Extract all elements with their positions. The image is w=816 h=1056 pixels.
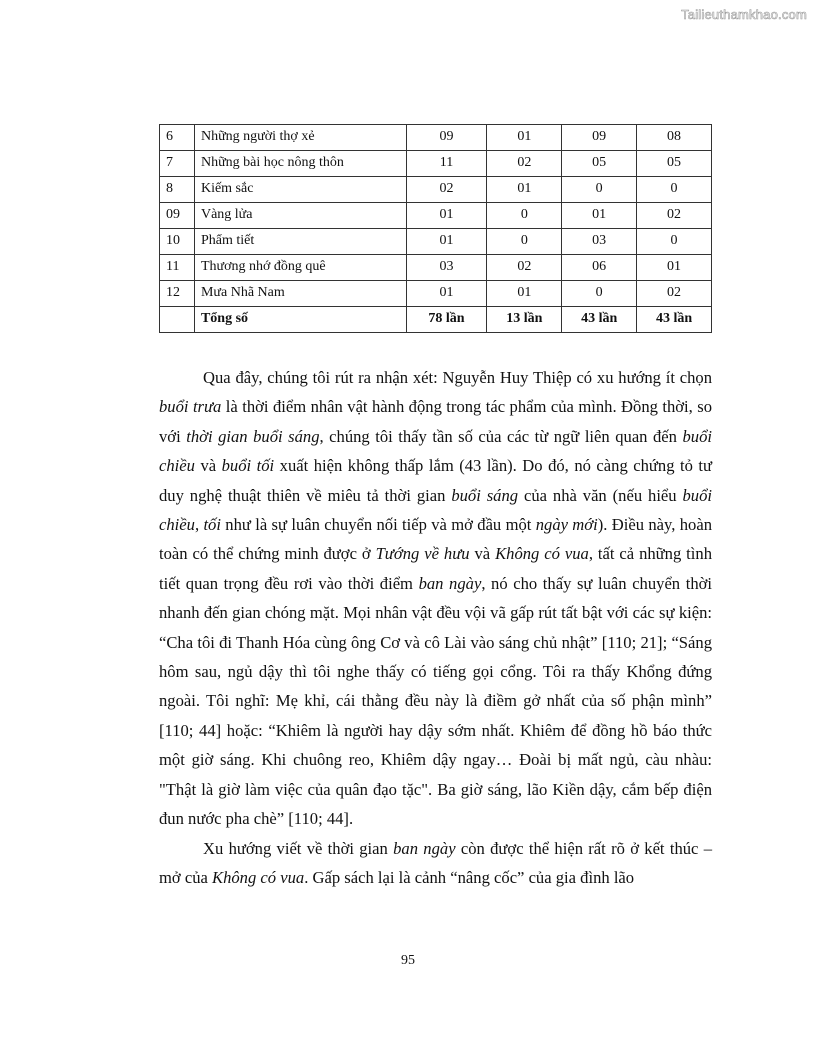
table-row bbox=[160, 203, 712, 229]
count-cell: 0 bbox=[562, 281, 637, 307]
total-label: Tổng số bbox=[194, 307, 406, 333]
total-cell: 43 lần bbox=[562, 307, 637, 333]
count-cell: 0 bbox=[487, 203, 562, 229]
count-cell: 01 bbox=[562, 203, 637, 229]
table-row bbox=[160, 229, 712, 255]
italic-run: Tướng về hưu bbox=[375, 544, 470, 564]
paragraph: Qua đây, chúng tôi rút ra nhận xét: Nguyễn Huy Thiệp có xu hướng ít chọn buổi trưa là thời điểm nhân vật hành động trong tác phẩm của mình. Đồng thời, so với thời gian buổi sáng, chúng tôi thấy tần số của các từ ngữ liên quan đến buổi chiều và buổi tối xuất hiện không thấp lắm (43 lần). Do đó, nó càng chứng tỏ tư duy nghệ thuật thiên về miêu tả thời gian buổi sáng của nhà văn (nếu hiểu buổi chiều, tối như là sự luân chuyển nối tiếp và mở đầu một ngày mới). Điều này, hoàn toàn có thể chứng minh được ở Tướng về hưu và Không có vua, tất cả những tình tiết quan trọng đều rơi vào thời điểm ban ngày, nó cho thấy sự luân chuyển thời nhanh đến gian chóng mặt. Mọi nhân vật đều vội vã gấp rút tất bật với các sự kiện: “Cha tôi đi Thanh Hóa cùng ông Cơ và cô Lài vào sáng chủ nhật” [110; 21]; “Sáng hôm sau, ngủ dậy thì tôi nghe thấy có tiếng gọi cổng. Tôi ra thấy Khổng đứng ngoài. Tôi nghĩ: Mẹ khỉ, cái thằng đều này là điềm gở nhất của số phận mình” [110; 44] hoặc: “Khiêm là người hay dậy sớm nhất. Khiêm để đồng hồ báo thức một giờ sáng. Khi chuông reo, Khiêm dậy ngay… Đoài bị mất ngủ, càu nhàu: "Thật là giờ làm việc của quân đạo tặc". Ba giờ sáng, lão Kiền dậy, cắm bếp điện đun nước pha chè” [110; 44]. bbox=[159, 368, 713, 829]
page-number: 95 bbox=[401, 953, 415, 968]
table-row bbox=[160, 177, 712, 203]
italic-run: buổi tối bbox=[221, 456, 275, 476]
count-cell: 02 bbox=[637, 281, 712, 307]
italic-run: ban ngày bbox=[418, 573, 482, 593]
count-cell: 02 bbox=[637, 203, 712, 229]
count-cell: 01 bbox=[487, 177, 562, 203]
paragraph: Xu hướng viết về thời gian ban ngày còn được thể hiện rất rõ ở kết thúc – mở của Không có vua. Gấp sách lại là cảnh “nâng cốc” của gia đình lão bbox=[159, 838, 713, 887]
count-cell: 01 bbox=[406, 203, 487, 229]
work-title: Những người thợ xẻ bbox=[194, 125, 406, 151]
work-title: Kiếm sắc bbox=[194, 177, 406, 203]
count-cell: 01 bbox=[487, 125, 562, 151]
italic-run: tối bbox=[203, 515, 221, 535]
count-cell: 0 bbox=[637, 177, 712, 203]
total-cell: 78 lần bbox=[406, 307, 487, 333]
italic-run: ban ngày bbox=[393, 838, 456, 858]
body-text bbox=[159, 363, 712, 892]
table-row bbox=[160, 151, 712, 177]
italic-run: buổi trưa bbox=[159, 397, 222, 417]
count-cell: 01 bbox=[406, 281, 487, 307]
count-cell: 02 bbox=[487, 151, 562, 177]
table-row bbox=[160, 281, 712, 307]
row-number: 6 bbox=[160, 125, 195, 151]
work-title: Những bài học nông thôn bbox=[194, 151, 406, 177]
count-cell: 09 bbox=[406, 125, 487, 151]
italic-run: Không có vua bbox=[212, 867, 305, 887]
watermark: Tailieuthamkhao.com bbox=[681, 7, 807, 22]
table-row bbox=[160, 255, 712, 281]
count-cell: 11 bbox=[406, 151, 487, 177]
table-row bbox=[160, 125, 712, 151]
row-number: 09 bbox=[160, 203, 195, 229]
count-cell: 01 bbox=[487, 281, 562, 307]
count-cell: 01 bbox=[406, 229, 487, 255]
row-number: 10 bbox=[160, 229, 195, 255]
italic-run: buổi sáng bbox=[451, 485, 519, 505]
row-number: 12 bbox=[160, 281, 195, 307]
row-number: 8 bbox=[160, 177, 195, 203]
count-cell: 08 bbox=[637, 125, 712, 151]
count-cell: 03 bbox=[406, 255, 487, 281]
count-cell: 01 bbox=[637, 255, 712, 281]
total-cell: 13 lần bbox=[487, 307, 562, 333]
italic-run: buổi chiều bbox=[159, 485, 713, 535]
total-row bbox=[160, 307, 712, 333]
work-title: Thương nhớ đồng quê bbox=[194, 255, 406, 281]
count-cell: 09 bbox=[562, 125, 637, 151]
italic-run: thời gian buổi sáng bbox=[186, 426, 320, 446]
count-cell: 05 bbox=[562, 151, 637, 177]
total-cell: 43 lần bbox=[637, 307, 712, 333]
count-cell: 0 bbox=[487, 229, 562, 255]
count-cell: 0 bbox=[637, 229, 712, 255]
count-cell: 02 bbox=[406, 177, 487, 203]
italic-run: buổi chiều bbox=[159, 426, 712, 476]
work-title: Phẩm tiết bbox=[194, 229, 406, 255]
count-cell: 02 bbox=[487, 255, 562, 281]
work-title: Vàng lửa bbox=[194, 203, 406, 229]
count-cell: 03 bbox=[562, 229, 637, 255]
count-cell: 0 bbox=[562, 177, 637, 203]
italic-run: Không có vua bbox=[495, 544, 589, 564]
count-cell: 06 bbox=[562, 255, 637, 281]
statistics-table bbox=[159, 124, 712, 333]
work-title: Mưa Nhã Nam bbox=[194, 281, 406, 307]
row-number: 11 bbox=[160, 255, 195, 281]
row-number: 7 bbox=[160, 151, 195, 177]
count-cell: 05 bbox=[637, 151, 712, 177]
italic-run: ngày mới bbox=[535, 515, 598, 535]
total-empty-cell bbox=[160, 307, 195, 333]
